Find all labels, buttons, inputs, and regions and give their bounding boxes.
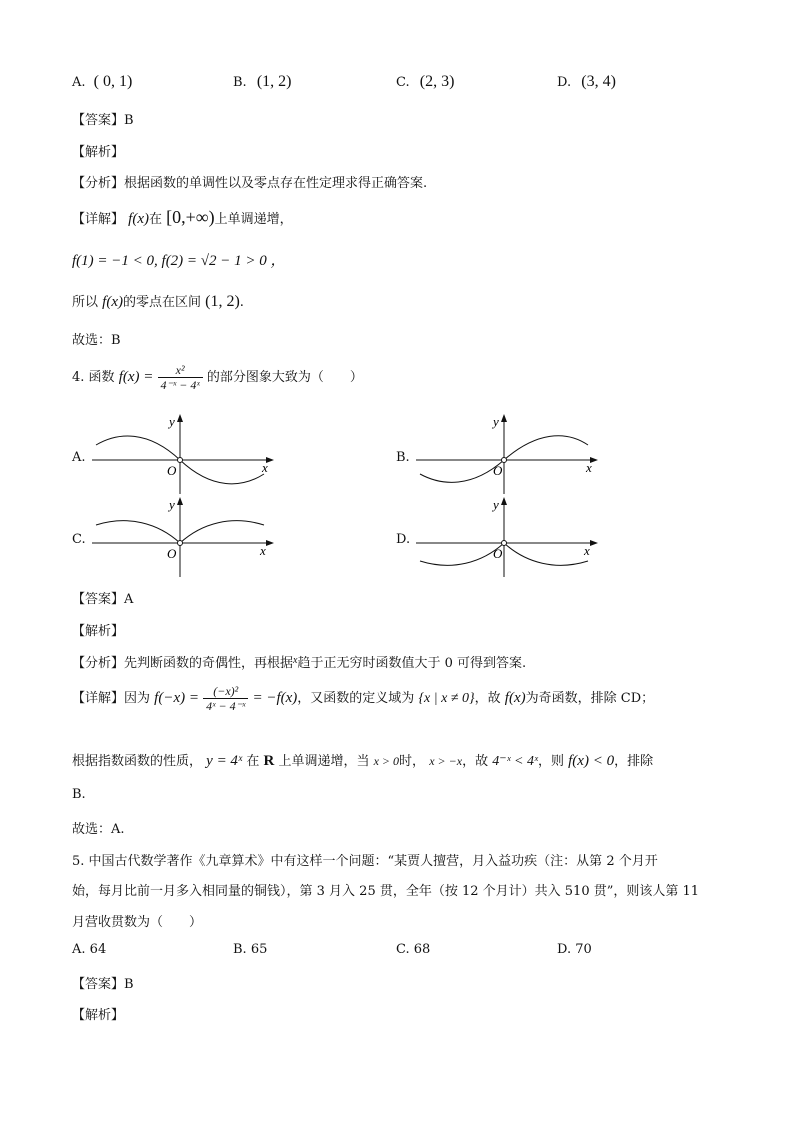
q4-xiangjie-line3: B.	[72, 787, 86, 802]
graph-a-origin: O	[167, 463, 177, 478]
q5-answer: 【答案】B	[72, 977, 134, 992]
graph-b-origin-hole	[502, 458, 507, 463]
graph-b-y-label: y	[493, 414, 499, 429]
graph-a	[88, 412, 278, 496]
q3-option-d: D. (3, 4)	[557, 73, 616, 90]
q3-eval-line: f(1) = −1 < 0, f(2) = √2 − 1 > 0 ，	[72, 253, 286, 269]
q5-jiexi: 【解析】	[72, 1008, 125, 1023]
q5-option-c: C. 68	[396, 942, 431, 957]
graph-a-x-label: x	[262, 460, 268, 475]
graph-c-origin-hole	[178, 541, 183, 546]
graph-d-x-arrow	[590, 540, 598, 546]
q3-conclusion: 所以 f(x)的零点在区间 (1, 2).	[72, 293, 244, 310]
q5-stem-line2: 始，每月比前一月多入相同量的铜钱），第 3 月入 25 贯，全年（按 12 个月计）共入 510 贯”，则该人第 11	[72, 884, 700, 899]
q5-stem-line1: 5. 中国古代数学著作《九章算术》中有这样一个问题：“某贾人擅营，月入益功疾（注：从第 2 个月开	[72, 854, 658, 869]
graph-c-y-arrow	[177, 497, 183, 505]
graph-b-letter: B.	[396, 450, 410, 465]
graph-d-origin-hole	[502, 541, 507, 546]
graph-c-x-label: x	[260, 543, 266, 558]
q3-option-c: C. (2, 3)	[396, 73, 455, 90]
q4-fenxi: 【分析】先判断函数的奇偶性，再根据$^x$趋于正无穷时函数值大于 0 可得到答案.	[72, 655, 527, 671]
graph-c-x-arrow	[266, 540, 274, 546]
q4-answer: 【答案】A	[72, 592, 134, 607]
graph-b	[412, 412, 602, 496]
graph-c-letter: C.	[72, 532, 86, 547]
graph-b-x-label: x	[586, 460, 592, 475]
graph-a-y-label: y	[169, 414, 175, 429]
q3-guxuan: 故选：B	[72, 333, 121, 348]
q5-stem-line3: 月营收贯数为（ ）	[72, 915, 203, 930]
graph-c-y-label: y	[169, 497, 175, 512]
graph-d-y-label: y	[493, 497, 499, 512]
graph-d-y-arrow	[501, 497, 507, 505]
graph-d-origin: O	[493, 546, 503, 561]
q5-option-d: D. 70	[557, 942, 592, 957]
graph-d-letter: D.	[396, 532, 411, 547]
q4-detail-fraction: $\frac{\text{(−x)²}}{\text{4ˣ − 4⁻ˣ}}$	[203, 684, 248, 713]
graph-a-origin-hole	[178, 458, 183, 463]
q4-xiangjie-line1: 【详解】因为 f(−x) = $\frac{\text{(−x)²}}{\text{4ˣ − 4⁻ˣ}}$ = −f(x)，又函数的定义域为 {x | x ≠ 0}，故 f(x)为奇函数，排除 CD；	[72, 684, 655, 713]
q4-jiexi: 【解析】	[72, 624, 125, 639]
q3-xiangjie: 【详解】 f(x)在 [0,+∞)上单调递增，	[72, 207, 293, 227]
graph-a-y-arrow	[177, 414, 183, 422]
q3-option-a: A. ( 0, 1)	[72, 73, 133, 90]
q4-xiangjie-line2: 根据指数函数的性质， y = 4ˣ 在 R 上单调递增，当 x > 0时， x > −x，故 4⁻ˣ < 4ˣ，则 f(x) < 0，排除	[72, 753, 654, 769]
q4-fraction: $\frac{\text{x²}}{\text{4⁻ˣ − 4ˣ}}$	[158, 363, 203, 392]
graph-d-x-label: x	[584, 543, 590, 558]
graph-a-letter: A.	[72, 450, 86, 465]
graph-b-y-arrow	[501, 414, 507, 422]
q5-option-a: A. 64	[72, 942, 107, 957]
q3-fenxi: 【分析】根据函数的单调性以及零点存在性定理求得正确答案.	[72, 176, 428, 191]
q4-stem: 4. 函数 f(x) = $\frac{\text{x²}}{\text{4⁻ˣ − 4ˣ}}$ 的部分图象大致为（ ）	[72, 363, 363, 392]
graph-d	[412, 495, 602, 579]
q3-answer: 【答案】B	[72, 113, 134, 128]
q4-guxuan: 故选：A.	[72, 822, 125, 837]
graph-c-origin: O	[167, 546, 177, 561]
graph-b-origin: O	[493, 463, 503, 478]
q3-option-b: B. (1, 2)	[233, 73, 292, 90]
q3-jiexi: 【解析】	[72, 145, 125, 160]
graph-c	[88, 495, 278, 579]
q5-option-b: B. 65	[233, 942, 268, 957]
